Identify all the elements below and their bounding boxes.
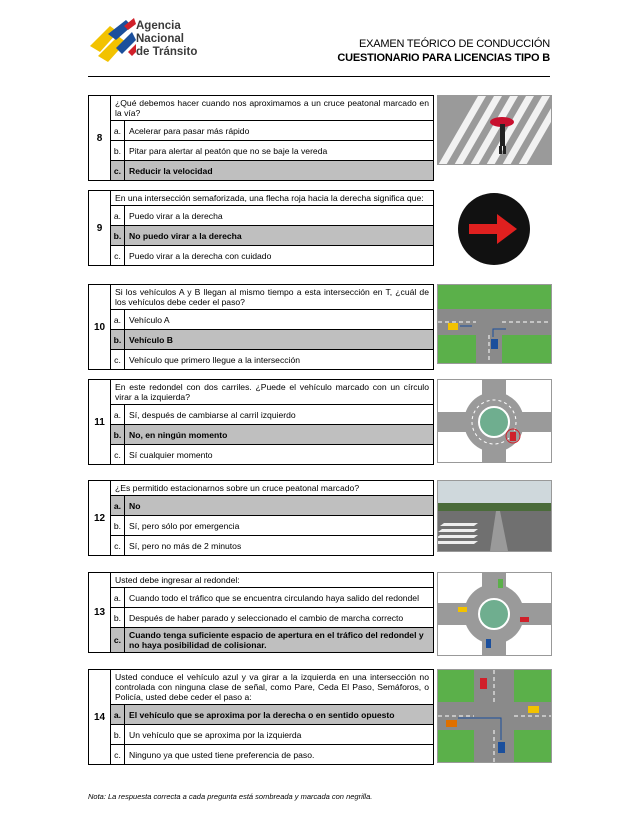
answer-option [89, 405, 434, 425]
option-text: Pitar para alertar al peatón que no se baje la vereda [125, 141, 434, 161]
question-row [89, 481, 434, 496]
answer-option [89, 350, 434, 370]
question-number: 11 [89, 380, 111, 465]
option-text: Sí, pero sólo por emergencia [125, 516, 434, 536]
option-text: Puedo virar a la derecha [125, 206, 434, 226]
option-letter: c. [111, 246, 125, 266]
option-letter: b. [111, 725, 125, 745]
logo-line: Agencia [136, 20, 181, 32]
answer-option [89, 425, 434, 445]
answer-option [89, 310, 434, 330]
question-text: ¿Qué debemos hacer cuando nos aproximamos a un cruce peatonal marcado en la vía? [111, 96, 434, 121]
answer-option [89, 588, 434, 608]
option-text: Cuando tenga suficiente espacio de apertura en el tráfico del redondel y no haya posibilidad de colisionar. [125, 628, 434, 653]
option-text: No, en ningún momento [125, 425, 434, 445]
option-letter: a. [111, 496, 125, 516]
option-letter: a. [111, 206, 125, 226]
question-text: Si los vehículos A y B llegan al mismo tiempo a esta intersección en T, ¿cuál de los vehículos debe ceder el paso? [111, 285, 434, 310]
uncontrolled-intersection-diagram [437, 669, 552, 763]
question-11 [88, 379, 434, 465]
answer-option [89, 161, 434, 181]
option-letter: c. [111, 536, 125, 556]
questionnaire-title: CUESTIONARIO PARA LICENCIAS TIPO B [337, 52, 550, 64]
option-letter: b. [111, 141, 125, 161]
answer-option [89, 496, 434, 516]
roundabout-traffic-diagram [437, 572, 552, 656]
parking-crosswalk-photo [437, 480, 552, 552]
option-letter: a. [111, 705, 125, 725]
option-text: Sí, después de cambiarse al carril izquierdo [125, 405, 434, 425]
option-letter: b. [111, 330, 125, 350]
option-text: Sí, pero no más de 2 minutos [125, 536, 434, 556]
answer-option [89, 141, 434, 161]
option-letter: c. [111, 745, 125, 765]
option-text: Reducir la velocidad [125, 161, 434, 181]
option-letter: a. [111, 121, 125, 141]
logo-text [136, 20, 197, 59]
question-number: 8 [89, 96, 111, 181]
answer-option [89, 536, 434, 556]
answer-option [89, 246, 434, 266]
question-row [89, 380, 434, 405]
answer-option [89, 628, 434, 653]
footnote: Nota: La respuesta correcta a cada pregunta está sombreada y marcada con negrilla. [88, 792, 373, 801]
option-letter: b. [111, 425, 125, 445]
option-text: Sí cualquier momento [125, 445, 434, 465]
option-text: El vehículo que se aproxima por la derecha o en sentido opuesto [125, 705, 434, 725]
question-row [89, 670, 434, 705]
question-number: 13 [89, 573, 111, 653]
option-letter: b. [111, 608, 125, 628]
question-8 [88, 95, 434, 181]
option-text: Después de haber parado y seleccionado el cambio de marcha correcto [125, 608, 434, 628]
answer-option [89, 725, 434, 745]
red-arrow-signal [437, 190, 550, 268]
t-intersection-diagram [437, 284, 552, 364]
answer-option [89, 516, 434, 536]
option-text: Vehículo que primero llegue a la intersección [125, 350, 434, 370]
option-text: Cuando todo el tráfico que se encuentra circulando haya salido del redondel [125, 588, 434, 608]
answer-option [89, 445, 434, 465]
option-text: No puedo virar a la derecha [125, 226, 434, 246]
question-text: En una intersección semaforizada, una flecha roja hacia la derecha significa que: [111, 191, 434, 206]
question-row [89, 96, 434, 121]
answer-option [89, 206, 434, 226]
question-row [89, 573, 434, 588]
option-text: Vehículo B [125, 330, 434, 350]
question-number: 10 [89, 285, 111, 370]
option-text: Vehículo A [125, 310, 434, 330]
option-letter: a. [111, 588, 125, 608]
answer-option [89, 705, 434, 725]
option-letter: c. [111, 628, 125, 653]
option-text: Puedo virar a la derecha con cuidado [125, 246, 434, 266]
question-number: 14 [89, 670, 111, 765]
question-text: En este redondel con dos carriles. ¿Puede el vehículo marcado con un círculo virar a la izquierda? [111, 380, 434, 405]
question-number: 9 [89, 191, 111, 266]
option-letter: c. [111, 445, 125, 465]
option-text: No [125, 496, 434, 516]
question-14 [88, 669, 434, 765]
option-letter: c. [111, 350, 125, 370]
option-letter: a. [111, 310, 125, 330]
answer-option [89, 330, 434, 350]
option-letter: b. [111, 226, 125, 246]
roundabout-diagram [437, 379, 552, 463]
question-row [89, 285, 434, 310]
question-text: ¿Es permitido estacionarnos sobre un cruce peatonal marcado? [111, 481, 434, 496]
logo-line: Nacional [136, 33, 184, 45]
header-divider [88, 76, 550, 77]
logo-line: de Tránsito [136, 46, 198, 58]
question-10 [88, 284, 434, 370]
option-text: Un vehículo que se aproxima por la izquierda [125, 725, 434, 745]
question-13 [88, 572, 434, 653]
option-letter: b. [111, 516, 125, 536]
answer-option [89, 226, 434, 246]
option-text: Acelerar para pasar más rápido [125, 121, 434, 141]
answer-option [89, 745, 434, 765]
question-12 [88, 480, 434, 556]
question-9 [88, 190, 434, 266]
option-letter: c. [111, 161, 125, 181]
answer-option [89, 608, 434, 628]
crosswalk-photo [437, 95, 552, 165]
answer-option [89, 121, 434, 141]
question-number: 12 [89, 481, 111, 556]
question-row [89, 191, 434, 206]
question-text: Usted debe ingresar al redondel: [111, 573, 434, 588]
option-text: Ninguno ya que usted tiene preferencia de paso. [125, 745, 434, 765]
exam-title: EXAMEN TEÓRICO DE CONDUCCIÓN [359, 38, 550, 50]
question-text: Usted conduce el vehículo azul y va girar a la izquierda en una intersección no controlada con ninguna clase de señal, como Pare, Ceda El Paso, Semáforos, o Policía, usted debe ceder el paso a: [111, 670, 434, 705]
option-letter: a. [111, 405, 125, 425]
